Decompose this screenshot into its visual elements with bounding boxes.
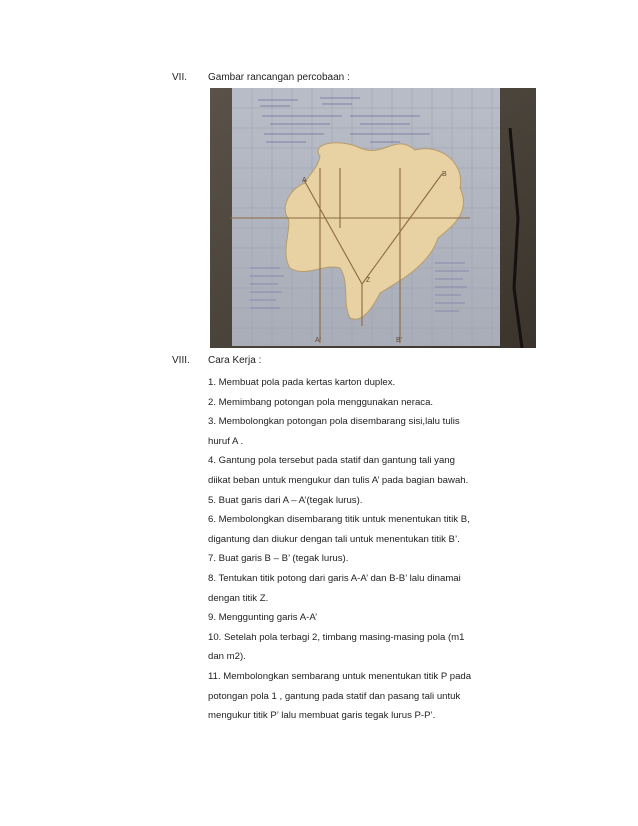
step-line: dan m2). bbox=[208, 651, 246, 663]
section-8-number: VIII. bbox=[172, 355, 190, 366]
step-line: 6. Membolongkan disembarang titik untuk menentukan titik B, bbox=[208, 514, 470, 526]
experiment-design-photo bbox=[210, 88, 536, 348]
step-line: diikat beban untuk mengukur dan tulis A’ pada bagian bawah. bbox=[208, 474, 469, 486]
step-line: 5. Buat garis dari A – A’(tegak lurus). bbox=[208, 494, 363, 506]
step-line: 7. Buat garis B – B’ (tegak lurus). bbox=[208, 553, 349, 565]
step-line: 1. Membuat pola pada kertas karton duplex. bbox=[208, 377, 396, 388]
step-line: 3. Membolongkan potongan pola disembarang sisi,lalu tulis bbox=[208, 416, 460, 428]
procedure-steps bbox=[208, 373, 508, 726]
point-label-b-prime: B' bbox=[396, 337, 403, 344]
step-line: 9. Menggunting garis A-A’ bbox=[208, 612, 318, 624]
step-line: 10. Setelah pola terbagi 2, timbang masing-masing pola (m1 bbox=[208, 631, 465, 643]
experiment-photo-illustration bbox=[210, 88, 536, 348]
section-7-number: VII. bbox=[172, 72, 188, 83]
step-line: mengukur titik P’ lalu membuat garis tegak lurus P-P’. bbox=[208, 710, 436, 722]
point-label-a: A bbox=[302, 177, 307, 184]
step-line: dengan titik Z. bbox=[208, 592, 269, 604]
step-line: potongan pola 1 , gantung pada statif dan pasang tali untuk bbox=[208, 690, 461, 702]
step-line: 4. Gantung pola tersebut pada statif dan gantung tali yang bbox=[208, 455, 455, 467]
step-line: 2. Memimbang potongan pola menggunakan neraca. bbox=[208, 396, 434, 408]
step-line: 8. Tentukan titik potong dari garis A-A’ dan B-B’ lalu dinamai bbox=[208, 572, 461, 584]
step-line: digantung dan diukur dengan tali untuk menentukan titik B’. bbox=[208, 533, 460, 545]
step-line: huruf A . bbox=[208, 435, 244, 447]
step-line: 11. Membolongkan sembarang untuk menentukan titik P pada bbox=[208, 670, 472, 682]
section-8-title: Cara Kerja : bbox=[208, 355, 262, 366]
point-label-b: B bbox=[442, 171, 447, 178]
point-label-a-prime: A' bbox=[315, 337, 322, 344]
point-label-z: Z bbox=[366, 277, 371, 284]
section-7-title: Gambar rancangan percobaan : bbox=[208, 72, 350, 83]
